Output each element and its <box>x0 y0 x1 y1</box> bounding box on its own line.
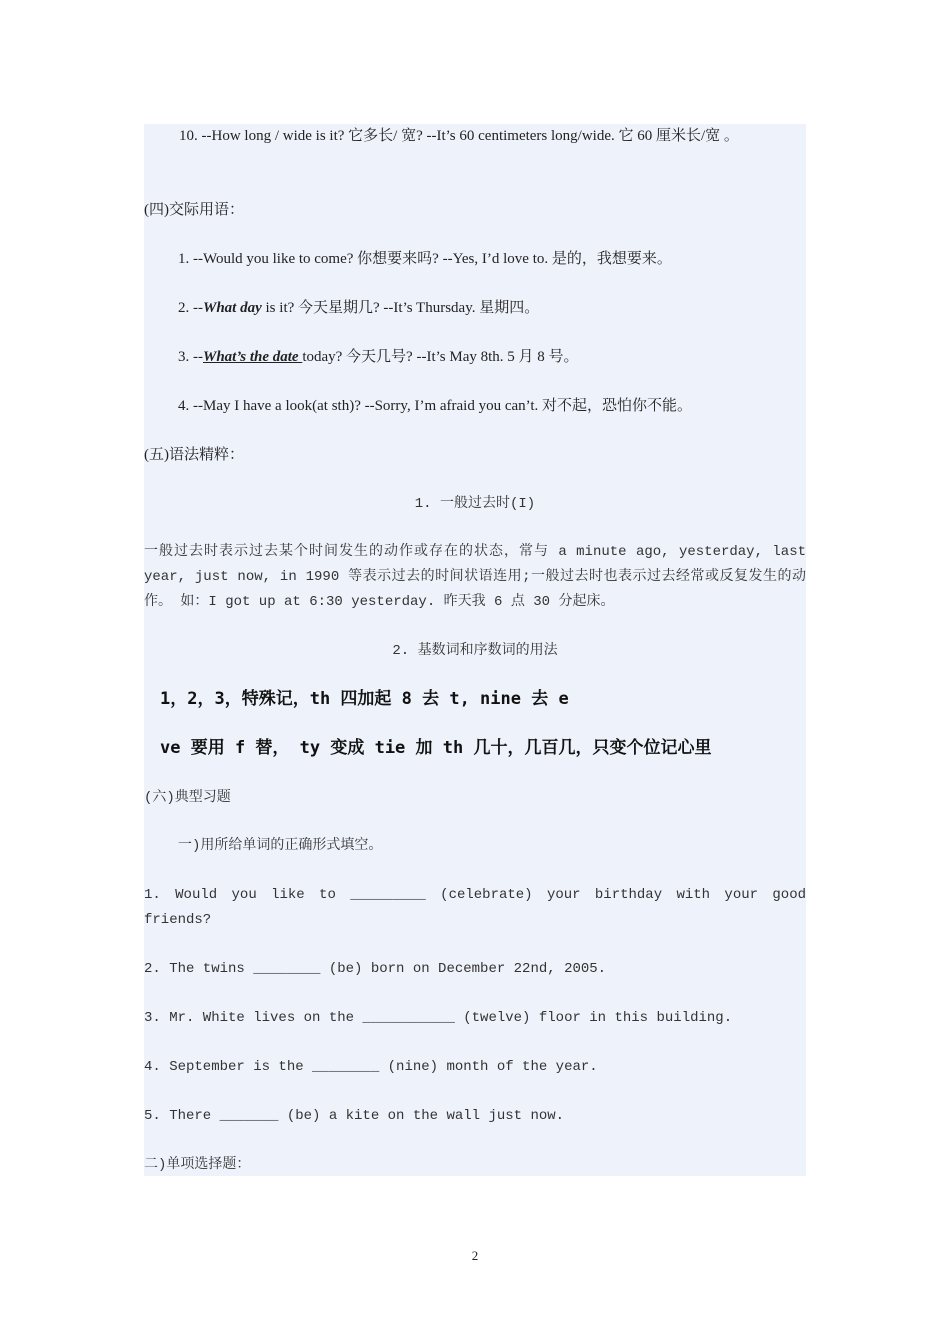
grammar-subheading-1: 1. 一般过去时(I) <box>414 496 536 512</box>
question-1: 1. Would you like to _________ (celebrate) your birthday with your good friends? <box>144 887 806 928</box>
dialogue-3-rest: today? 今天几号? --It’s May 8th. 5 月 8 号。 <box>302 349 579 365</box>
dialogue-3 <box>178 347 579 367</box>
grammar-subheading-2: 2. 基数词和序数词的用法 <box>392 643 558 659</box>
section6-heading: (六)典型习题 <box>144 790 231 806</box>
dialogue-3-emphasis: What’s the date <box>203 349 303 365</box>
exercise-2-heading: 二)单项选择题： <box>144 1157 251 1173</box>
grammar-paragraph: 一般过去时表示过去某个时间发生的动作或存在的状态，常与 a minute ago, yesterday, last year, just now, in 1990 等表示过去的时间状语连用;一般过去时也表示过去经常或反复发生的动作。 如：I got up at 6:30 yesterday. 昨天我 6 点 30 分起床。 <box>144 544 806 610</box>
question-4: 4. September is the ________ (nine) month of the year. <box>144 1059 598 1075</box>
numeral-rhyme-line-2: ve 要用 f 替， ty 变成 tie 加 th 几十，几百几，只变个位记心里 <box>160 738 712 758</box>
question-3: 3. Mr. White lives on the ___________ (twelve) floor in this building. <box>144 1010 733 1026</box>
dialogue-2-emphasis: What day <box>203 300 262 316</box>
dialogue-2-rest: is it? 今天星期几? --It’s Thursday. 星期四。 <box>261 300 540 316</box>
section5-heading: (五)语法精粹： <box>144 447 244 463</box>
dialogue-1: 1. --Would you like to come? 你想要来吗? --Yes, I’d love to. 是的，我想要来。 <box>178 251 672 267</box>
dialogue-3-prefix: 3. -- <box>178 349 203 365</box>
dialogue-10: 10. --How long / wide is it? 它多长/ 宽? --It’s 60 centimeters long/wide. 它 60 厘米长/宽 。 <box>179 128 739 144</box>
exercise-1-heading: 一)用所给单词的正确形式填空。 <box>178 838 383 854</box>
section4-heading: (四)交际用语： <box>144 202 244 218</box>
question-5: 5. There _______ (be) a kite on the wall just now. <box>144 1108 565 1124</box>
dialogue-2-prefix: 2. -- <box>178 300 203 316</box>
page-number: 2 <box>471 1248 479 1263</box>
dialogue-2 <box>178 298 539 318</box>
numeral-rhyme-line-1: 1，2，3，特殊记，th 四加起 8 去 t, nine 去 e <box>160 689 569 709</box>
question-2: 2. The twins ________ (be) born on December 22nd, 2005. <box>144 961 607 977</box>
dialogue-4: 4. --May I have a look(at sth)? --Sorry, I’m afraid you can’t. 对不起，恐怕你不能。 <box>178 398 693 414</box>
